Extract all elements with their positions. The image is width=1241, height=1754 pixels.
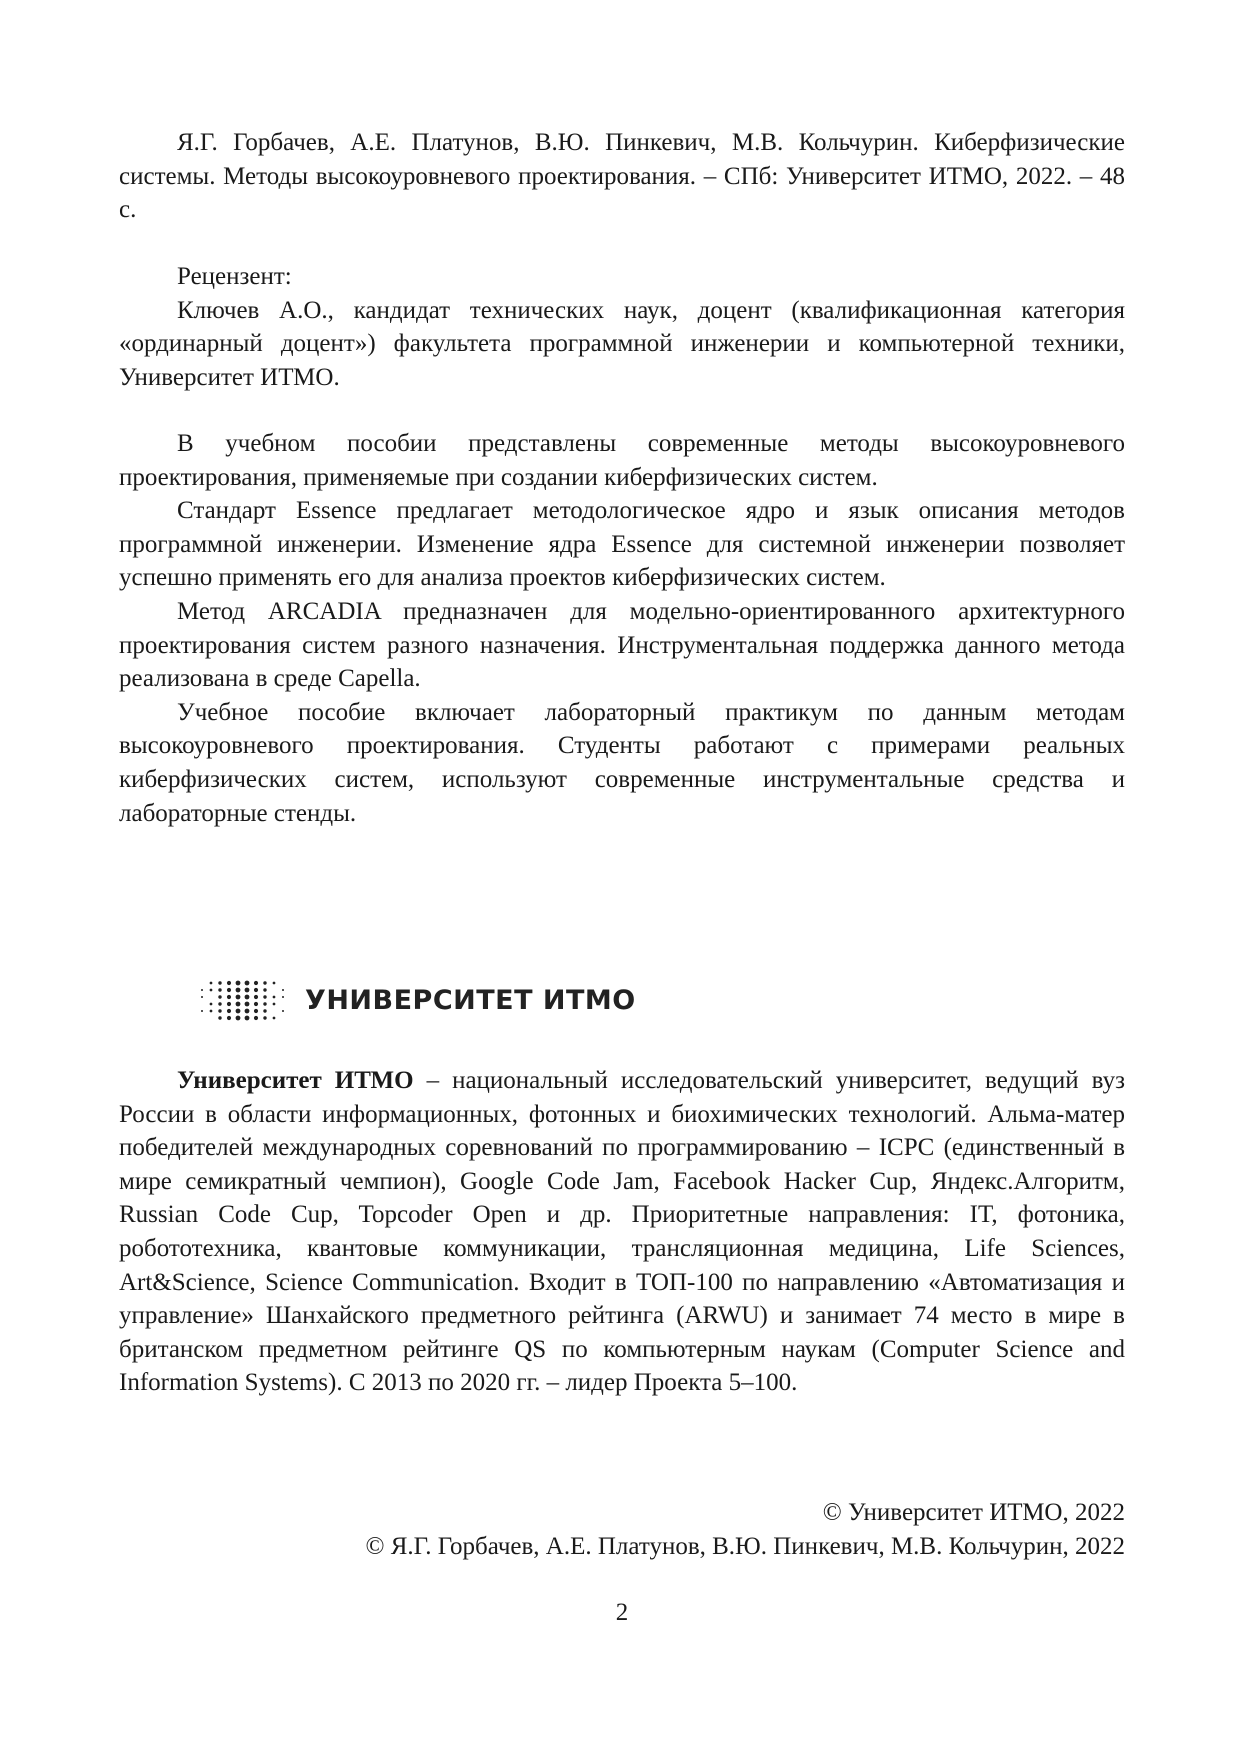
abstract-paragraph: Учебное пособие включает лабораторный практикум по данным методам высокоуровневого проектирования. Студенты работают с примерами реальных киберфизических систем, используют современные инструментальные средства и лабораторные стенды.	[119, 698, 1125, 827]
copyright-authors: © Я.Г. Горбачев, А.Е. Платунов, В.Ю. Пинкевич, М.В. Кольчурин, 2022	[365, 1532, 1125, 1560]
copyright-university: © Университет ИТМО, 2022	[822, 1499, 1125, 1526]
itmo-dots-logo-icon	[197, 977, 289, 1023]
copyright-block	[119, 1496, 1125, 1563]
reviewer-text: Ключев А.О., кандидат технических наук, доцент (квалификационная категория «ординарный доцент») факультета программной инженерии и компьютерной техники, Университет ИТМО.	[119, 296, 1125, 391]
abstract-paragraph: Метод ARCADIA предназначен для модельно-ориентированного архитектурного проектирования систем разного назначения. Инструментальная поддержка данного метода реализована в среде Capella.	[119, 597, 1125, 693]
citation-block	[119, 126, 1125, 227]
logo-text: УНИВЕРСИТЕТ ИТМО	[305, 984, 636, 1016]
abstract-paragraph: Стандарт Essence предлагает методологическое ядро и язык описания методов программной инженерии. Изменение ядра Essence для системной инженерии позволяет успешно применять его для анализа проектов киберфизических систем.	[119, 497, 1125, 592]
abstract-block	[119, 427, 1125, 830]
page-number: 2	[615, 1599, 629, 1626]
document-page	[119, 0, 1125, 1754]
university-description-paragraph	[119, 1064, 1125, 1400]
university-name: Университет ИТМО	[177, 1067, 414, 1094]
university-description: – национальный исследовательский университет, ведущий вуз России в области информационных, фотонных и биохимических технологий. Альма-матер победителей международных соревнований по программированию – ICPC (единственный в мире семикратный чемпион), Google Code Jam, Facebook Hacker Cup, Яндекс.Алгоритм, Russian Code Cup, Topcoder Open и др. Приоритетные направления: IT, фотоника, робототехника, квантовые коммуникации, трансляционная медицина, Life Sciences, Art&Science, Science Communication. Входит в ТОП-100 по направлению «Автоматизация и управление» Шанхайского предметного рейтинга (ARWU) и занимает 74 место в мире в британском предметном рейтинге QS по компьютерным наукам (Computer Science and Information Systems). С 2013 по 2020 гг. – лидер Проекта 5–100.	[119, 1067, 1125, 1397]
reviewer-label: Рецензент:	[177, 263, 292, 290]
abstract-paragraph: В учебном пособии представлены современные методы высокоуровневого проектирования, применяемые при создании киберфизических систем.	[119, 430, 1125, 491]
itmo-logo	[197, 970, 677, 1030]
university-block	[119, 1064, 1125, 1400]
reviewer-block	[119, 260, 1125, 394]
citation-text: Я.Г. Горбачев, А.Е. Платунов, В.Ю. Пинкевич, М.В. Кольчурин. Киберфизические системы. Методы высокоуровневого проектирования. – СПб: Университет ИТМО, 2022. – 48 с.	[119, 129, 1125, 224]
